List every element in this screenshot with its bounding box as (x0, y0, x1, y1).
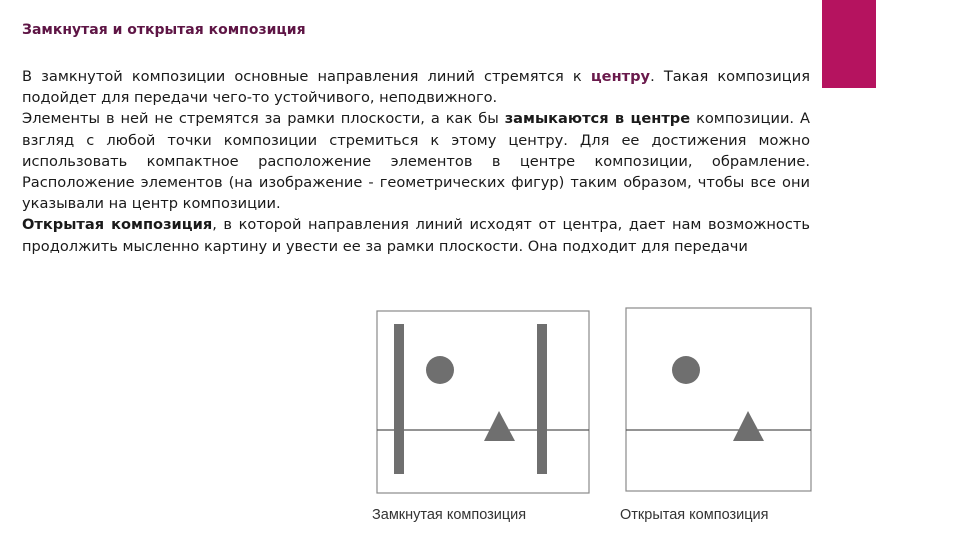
open-composition (626, 308, 811, 491)
accent-bar (822, 0, 876, 88)
open-frame (626, 308, 811, 491)
paragraph-elements (22, 108, 810, 214)
p2-text-a: Элементы в ней не стремятся за рамки плоскости, а как бы (22, 110, 505, 128)
p1-keyword-center: центру (590, 68, 651, 85)
p3-keyword-open: Открытая композиция (22, 216, 213, 234)
p2-text-c: композиции. А взгляд с любой точки композиции стремиться к этому центру. Для ее достижения можно использовать компактное расположение элементов в центре композиции, обрамление. Расположение элементов (на изображение - геометрических фигур) таким образом, чтобы все они указывали на центр композиции. (22, 110, 810, 213)
p2-keyword-closing: замыкаются в центре (504, 110, 691, 128)
closed-caption: Замкнутая композиция (372, 507, 527, 523)
slide-title: Замкнутая и открытая композиция (22, 22, 306, 38)
paragraph-open (22, 214, 810, 256)
p1-text-a: В замкнутой композиции основные направления линий стремятся к (22, 68, 591, 85)
closed-circle (426, 356, 454, 384)
closed-right-bar (537, 324, 547, 474)
composition-figure (358, 300, 824, 540)
closed-triangle (484, 411, 515, 441)
p1-text-c: . Такая композиция подойдет для передачи чего-то устойчивого, неподвижного. (22, 68, 810, 107)
composition-diagram (358, 300, 824, 540)
paragraph-closed (22, 66, 810, 108)
p3-text-b: , в которой направления линий исходят от центра, дает нам возможность продолжить мысленно картину и увести ее за рамки плоскости. Она подходит для передачи (22, 216, 810, 255)
closed-frame (377, 311, 589, 493)
closed-composition (377, 311, 589, 493)
open-triangle (733, 411, 764, 441)
closed-left-bar (394, 324, 404, 474)
body-text (22, 66, 810, 326)
open-circle (672, 356, 700, 384)
open-caption: Открытая композиция (620, 507, 769, 523)
